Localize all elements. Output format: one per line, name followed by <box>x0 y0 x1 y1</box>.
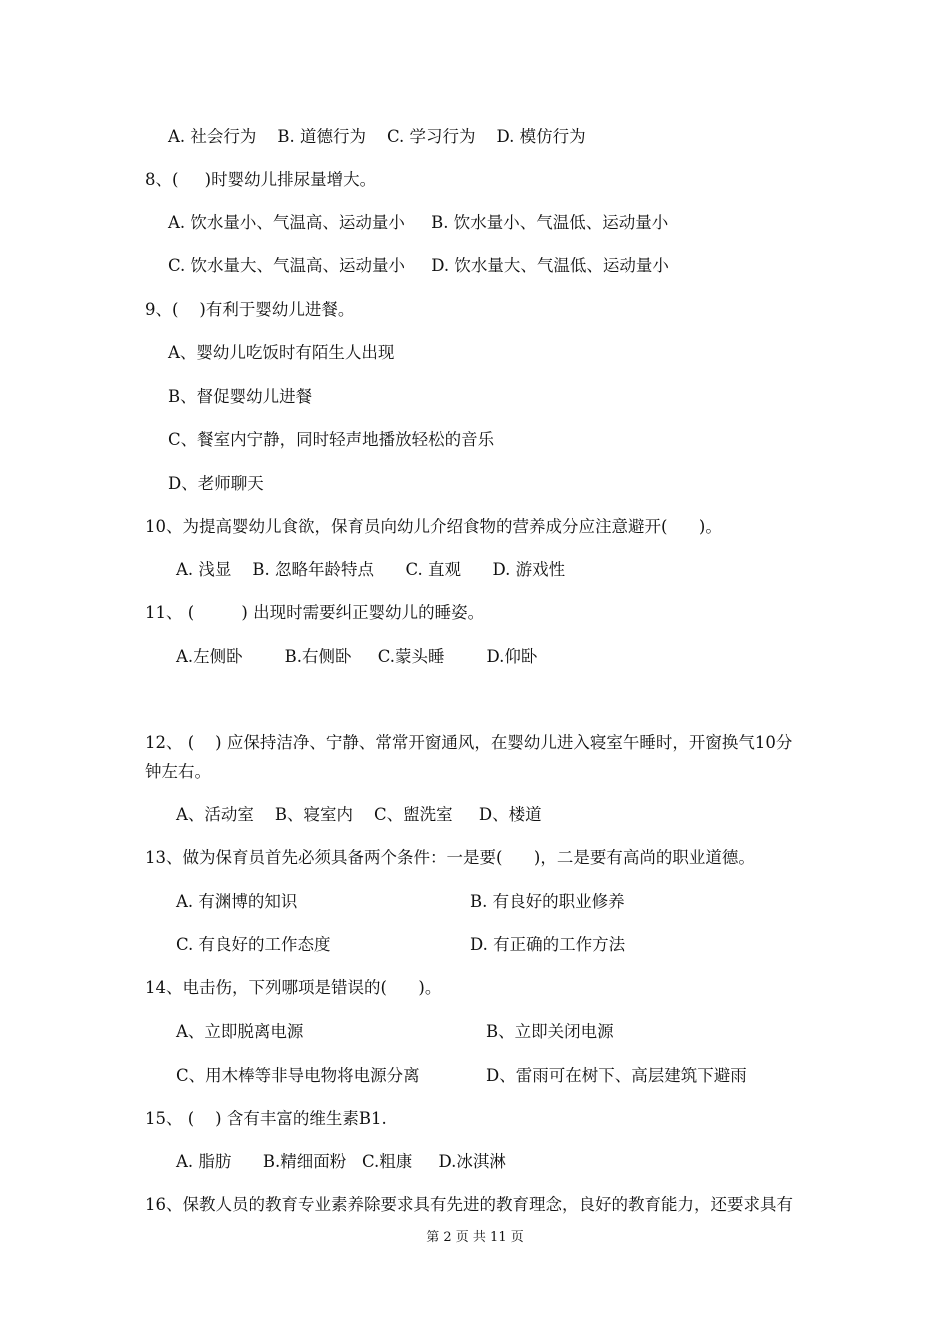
q10-options: A. 浅显 B. 忽略年龄特点 C. 直观 D. 游戏性 <box>176 560 566 579</box>
q13-option-c: C. 有良好的工作态度 <box>176 935 331 954</box>
q7-options: A. 社会行为 B. 道德行为 C. 学习行为 D. 模仿行为 <box>168 127 586 146</box>
q9-option-d: D、老师聊天 <box>168 474 264 493</box>
q8-question: 8、( )时婴幼儿排尿量增大。 <box>145 170 377 189</box>
q14-option-a: A、立即脱离电源 <box>176 1022 304 1041</box>
q11-question: 11、 ( ) 出现时需要纠正婴幼儿的睡姿。 <box>145 603 485 622</box>
q8-options-ab: A. 饮水量小、气温高、运动量小 B. 饮水量小、气温低、运动量小 <box>168 213 669 232</box>
q14-option-c: C、用木棒等非导电物将电源分离 <box>176 1066 420 1085</box>
q9-option-a: A、婴幼儿吃饭时有陌生人出现 <box>168 343 395 362</box>
q10-question: 10、为提高婴幼儿食欲，保育员向幼儿介绍食物的营养成分应注意避开( )。 <box>145 517 722 536</box>
q9-option-c: C、餐室内宁静，同时轻声地播放轻松的音乐 <box>168 430 495 449</box>
q14-option-b: B、立即关闭电源 <box>486 1022 614 1041</box>
q9-question: 9、( )有利于婴幼儿进餐。 <box>145 300 355 319</box>
q11-options: A.左侧卧 B.右侧卧 C.蒙头睡 D.仰卧 <box>176 647 538 666</box>
q16-question: 16、保教人员的教育专业素养除要求具有先进的教育理念，良好的教育能力，还要求具有 <box>145 1195 793 1214</box>
q15-question: 15、 ( ) 含有丰富的维生素B1. <box>145 1109 387 1128</box>
q13-option-b: B. 有良好的职业修养 <box>470 892 625 911</box>
q14-option-d: D、雷雨可在树下、高层建筑下避雨 <box>486 1066 747 1085</box>
page-footer: 第 2 页 共 11 页 <box>426 1230 524 1245</box>
q12-options: A、活动室 B、寝室内 C、盥洗室 D、楼道 <box>176 805 542 824</box>
q12-question-cont: 钟左右。 <box>145 762 211 781</box>
q15-options: A. 脂肪 B.精细面粉 C.粗康 D.冰淇淋 <box>176 1152 506 1171</box>
q12-question: 12、 ( ) 应保持洁净、宁静、常常开窗通风，在婴幼儿进入寝室午睡时，开窗换气10分 <box>145 733 793 752</box>
q13-question: 13、做为保育员首先必须具备两个条件：一是要( )，二是要有高尚的职业道德。 <box>145 848 755 867</box>
q9-option-b: B、督促婴幼儿进餐 <box>168 387 313 406</box>
q13-option-d: D. 有正确的工作方法 <box>470 935 626 954</box>
q13-option-a: A. 有渊博的知识 <box>176 892 298 911</box>
q14-question: 14、电击伤，下列哪项是错误的( )。 <box>145 978 442 997</box>
q8-options-cd: C. 饮水量大、气温高、运动量小 D. 饮水量大、气温低、运动量小 <box>168 256 669 275</box>
